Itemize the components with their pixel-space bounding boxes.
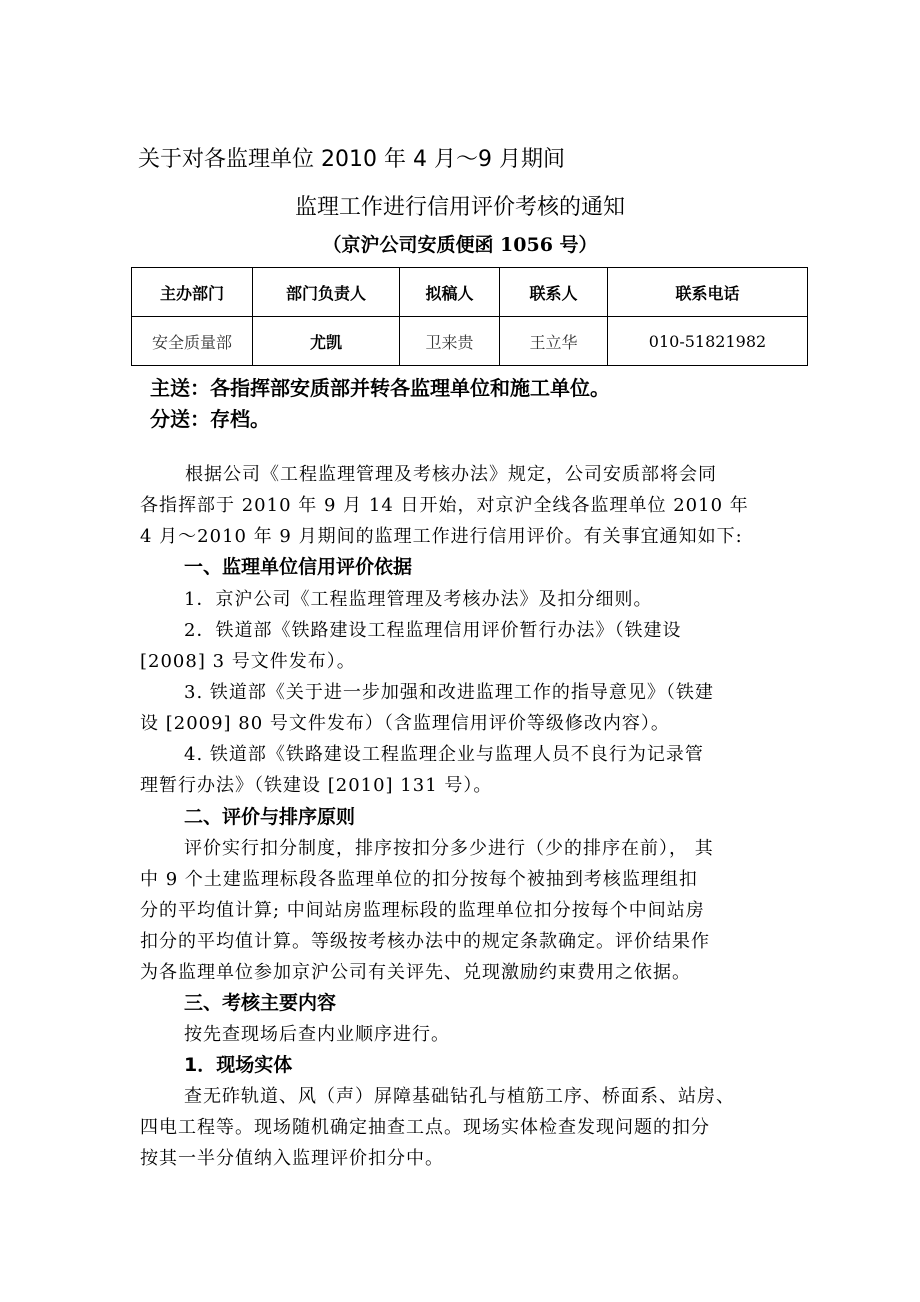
intro-line-1: 根据公司《工程监理管理及考核办法》规定，公司安质部将会同: [185, 464, 717, 485]
section-3-subsection-1-line-1: 查无砟轨道、风（声）屏障基础钻孔与植筋工序、桥面系、站房、: [184, 1086, 735, 1107]
value-dept-head: 尤凯: [253, 317, 400, 366]
section-1-item-1: 1．京沪公司《工程监理管理及考核办法》及扣分细则。: [184, 589, 653, 610]
main-recipients: 主送：各指挥部安质部并转各监理单位和施工单位。: [150, 376, 610, 400]
section-1-item-4-line-1: 4. 铁道部《铁路建设工程监理企业与监理人员不良行为记录管: [184, 744, 704, 765]
section-3-title: 三、考核主要内容: [184, 992, 337, 1014]
notice-reference-number: （京沪公司安质便函 1056 号）: [322, 234, 598, 256]
info-table: [131, 267, 808, 366]
value-contact: 王立华: [500, 317, 608, 366]
value-phone: 010-51821982: [608, 317, 808, 366]
section-3-intro: 按先查现场后查内业顺序进行。: [184, 1024, 450, 1045]
section-2-line-1: 评价实行扣分制度，排序按扣分多少进行（少的排序在前）， 其: [184, 838, 714, 859]
header-dept: 主办部门: [132, 268, 253, 317]
info-table-value-row: [132, 317, 808, 366]
section-3-subsection-1-line-2: 四电工程等。现场随机确定抽查工点。现场实体检查发现问题的扣分: [140, 1117, 710, 1138]
section-1-item-3-line-2: 设 [2009] 80 号文件发布）（含监理信用评价等级修改内容）。: [140, 713, 670, 734]
header-contact: 联系人: [500, 268, 608, 317]
notice-title-line-2: 监理工作进行信用评价考核的通知: [294, 195, 625, 220]
section-3-subsection-1-title: 1．现场实体: [184, 1054, 293, 1076]
section-2-line-2: 中 9 个土建监理标段各监理单位的扣分按每个被抽到考核监理组扣: [140, 869, 698, 890]
intro-line-3: 4 月～2010 年 9 月期间的监理工作进行信用评价。有关事宜通知如下:: [140, 526, 743, 547]
notice-title-line-1: 关于对各监理单位 2010 年 4 月～9 月期间: [138, 147, 565, 172]
header-phone: 联系电话: [608, 268, 808, 317]
section-1-item-2-line-1: 2．铁道部《铁路建设工程监理信用评价暂行办法》（铁建设: [184, 620, 682, 641]
section-1-item-4-line-2: 理暂行办法》（铁建设 [2010] 131 号）。: [140, 775, 493, 796]
value-drafter: 卫来贵: [400, 317, 500, 366]
section-2-title: 二、评价与排序原则: [184, 806, 356, 828]
header-drafter: 拟稿人: [400, 268, 500, 317]
section-2-line-4: 扣分的平均值计算。等级按考核办法中的规定条款确定。评价结果作: [140, 931, 710, 952]
value-dept: 安全质量部: [132, 317, 253, 366]
info-table-header-row: [132, 268, 808, 317]
header-dept-head: 部门负责人: [253, 268, 400, 317]
section-2-line-3: 分的平均值计算; 中间站房监理标段的监理单位扣分按每个中间站房: [140, 900, 705, 921]
section-2-line-5: 为各监理单位参加京沪公司有关评先、兑现激励约束费用之依据。: [140, 962, 691, 983]
section-1-item-3-line-1: 3. 铁道部《关于进一步加强和改进监理工作的指导意见》（铁建: [184, 682, 714, 703]
intro-line-2: 各指挥部于 2010 年 9 月 14 日开始，对京沪全线各监理单位 2010 年: [140, 495, 749, 516]
section-1-item-2-line-2: [2008] 3 号文件发布）。: [140, 651, 356, 672]
section-3-subsection-1-line-3: 按其一半分值纳入监理评价扣分中。: [140, 1148, 444, 1169]
section-1-title: 一、监理单位信用评价依据: [184, 556, 413, 578]
copy-recipients: 分送：存档。: [150, 407, 270, 431]
